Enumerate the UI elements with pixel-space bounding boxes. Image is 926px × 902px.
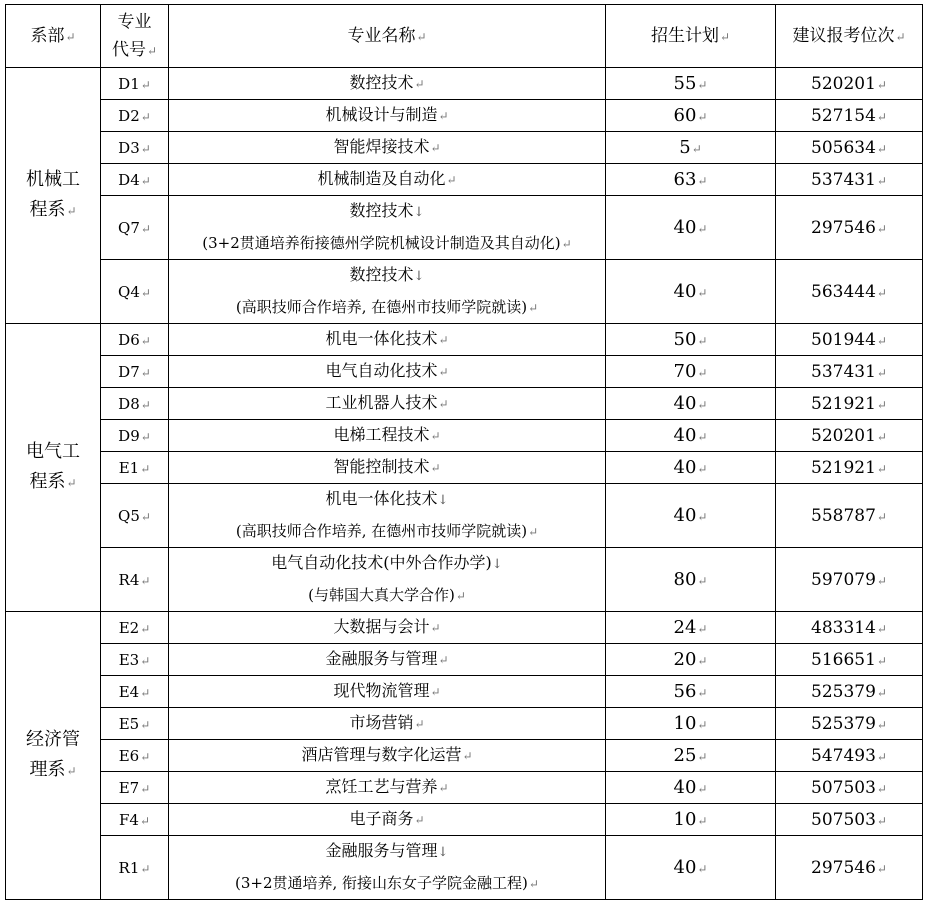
suggested-rank: 525379 xyxy=(811,681,876,702)
program-name-cell: 数控技术↵ xyxy=(169,68,606,100)
program-code-cell: E4↵ xyxy=(101,676,169,708)
table-row xyxy=(6,612,923,644)
suggested-rank: 483314 xyxy=(811,617,876,638)
table-row xyxy=(6,452,923,484)
program-code-cell: D2↵ xyxy=(101,100,169,132)
program-code: Q5 xyxy=(118,506,140,525)
program-name-cell: 市场营销↵ xyxy=(169,708,606,740)
program-code: E1 xyxy=(118,458,140,477)
program-code: D6 xyxy=(118,330,140,349)
suggested-rank: 597079 xyxy=(811,569,876,590)
program-code: D2 xyxy=(118,106,140,125)
program-code: E4 xyxy=(118,682,140,701)
program-name: 机械制造及自动化 xyxy=(317,169,446,188)
program-name-cell: 工业机器人技术↵ xyxy=(169,388,606,420)
program-code-cell: D8↵ xyxy=(101,388,169,420)
suggested-rank-cell: 297546↵ xyxy=(776,196,923,260)
suggested-rank-cell: 558787↵ xyxy=(776,484,923,548)
program-code-cell: Q7↵ xyxy=(101,196,169,260)
suggested-rank: 521921 xyxy=(811,457,876,478)
program-name-cell: 电子商务↵ xyxy=(169,804,606,836)
enrollment-plan-cell: 40↵ xyxy=(606,420,776,452)
program-note: (3+2贯通培养, 衔接山东女子学院金融工程) xyxy=(235,874,528,892)
enrollment-plan-cell: 10↵ xyxy=(606,708,776,740)
program-code-cell: D4↵ xyxy=(101,164,169,196)
table-body xyxy=(6,68,923,900)
enrollment-plan-cell: 24↵ xyxy=(606,612,776,644)
table-row xyxy=(6,388,923,420)
program-code: D4 xyxy=(118,170,140,189)
table-row xyxy=(6,484,923,548)
enrollment-plan-cell: 60↵ xyxy=(606,100,776,132)
program-code: E3 xyxy=(118,650,140,669)
program-code-cell: D1↵ xyxy=(101,68,169,100)
enrollment-plan-cell: 40↵ xyxy=(606,260,776,324)
suggested-rank-cell: 563444↵ xyxy=(776,260,923,324)
program-name: 电子商务 xyxy=(349,809,414,828)
suggested-rank: 507503 xyxy=(811,809,876,830)
enrollment-plan-cell: 40↵ xyxy=(606,836,776,900)
program-code-cell: E2↵ xyxy=(101,612,169,644)
table-row xyxy=(6,324,923,356)
suggested-rank-cell: 507503↵ xyxy=(776,772,923,804)
suggested-rank: 563444 xyxy=(811,281,876,302)
program-name: 金融服务与管理 xyxy=(325,649,438,668)
program-code: E6 xyxy=(118,746,140,765)
program-name-cell: 数控技术↓ (3+2贯通培养衔接德州学院机械设计制造及其自动化)↵ xyxy=(169,196,606,260)
program-code-cell: D3↵ xyxy=(101,132,169,164)
suggested-rank: 527154 xyxy=(811,105,876,126)
enrollment-plan-cell: 56↵ xyxy=(606,676,776,708)
enrollment-plan: 40 xyxy=(673,505,697,526)
program-code: Q4 xyxy=(118,282,140,301)
department-name-line2: 理系 xyxy=(29,759,66,780)
table-row xyxy=(6,772,923,804)
department-name-line1: 经济管 xyxy=(26,729,80,750)
enrollment-plan: 40 xyxy=(673,857,697,878)
program-code-cell: D7↵ xyxy=(101,356,169,388)
enrollment-plan-cell: 63↵ xyxy=(606,164,776,196)
program-name-cell: 大数据与会计↵ xyxy=(169,612,606,644)
program-code-cell: R1↵ xyxy=(101,836,169,900)
program-code: F4 xyxy=(118,810,139,829)
program-code: D9 xyxy=(118,426,140,445)
program-code-cell: E7↵ xyxy=(101,772,169,804)
program-name-cell: 电气自动化技术↵ xyxy=(169,356,606,388)
program-name: 工业机器人技术 xyxy=(325,393,438,412)
program-code: E7 xyxy=(118,778,140,797)
program-code: D1 xyxy=(118,74,140,93)
table-row xyxy=(6,132,923,164)
table-row xyxy=(6,708,923,740)
program-name: 机电一体化技术 xyxy=(325,489,438,508)
program-name: 现代物流管理 xyxy=(333,681,430,700)
enrollment-plan-cell: 55↵ xyxy=(606,68,776,100)
program-name: 数控技术 xyxy=(349,265,414,284)
enrollment-plan: 10 xyxy=(673,713,697,734)
program-name-cell: 数控技术↓ (高职技师合作培养, 在德州市技师学院就读)↵ xyxy=(169,260,606,324)
enrollment-plan: 70 xyxy=(673,361,697,382)
enrollment-plan: 40 xyxy=(673,777,697,798)
suggested-rank: 516651 xyxy=(811,649,876,670)
enrollment-plan-cell: 40↵ xyxy=(606,772,776,804)
program-name: 电气自动化技术 xyxy=(325,361,438,380)
table-row xyxy=(6,260,923,324)
suggested-rank-cell: 507503↵ xyxy=(776,804,923,836)
program-name-cell: 酒店管理与数字化运营↵ xyxy=(169,740,606,772)
program-name: 烹饪工艺与营养 xyxy=(325,777,438,796)
enrollment-plan: 40 xyxy=(673,457,697,478)
program-code: R4 xyxy=(118,570,140,589)
program-note: (3+2贯通培养衔接德州学院机械设计制造及其自动化) xyxy=(202,234,561,252)
department-name-line2: 程系 xyxy=(29,199,66,220)
suggested-rank-cell: 521921↵ xyxy=(776,452,923,484)
program-name: 金融服务与管理 xyxy=(325,841,438,860)
header-rank: 建议报考位次↵ xyxy=(776,5,923,68)
suggested-rank: 537431 xyxy=(811,361,876,382)
program-code-cell: E5↵ xyxy=(101,708,169,740)
enrollment-plan: 40 xyxy=(673,217,697,238)
table-row xyxy=(6,420,923,452)
enrollment-plan: 10 xyxy=(673,809,697,830)
table-row xyxy=(6,356,923,388)
enrollment-plan-cell: 40↵ xyxy=(606,452,776,484)
program-code-cell: R4↵ xyxy=(101,548,169,612)
enrollment-plan-cell: 20↵ xyxy=(606,644,776,676)
suggested-rank-cell: 547493↵ xyxy=(776,740,923,772)
suggested-rank-cell: 520201↵ xyxy=(776,420,923,452)
suggested-rank-cell: 501944↵ xyxy=(776,324,923,356)
enrollment-plan-cell: 5↵ xyxy=(606,132,776,164)
enrollment-plan: 56 xyxy=(673,681,697,702)
enrollment-plan-cell: 50↵ xyxy=(606,324,776,356)
program-code: D3 xyxy=(118,138,140,157)
program-code-cell: E3↵ xyxy=(101,644,169,676)
program-name: 大数据与会计 xyxy=(333,617,430,636)
program-name-cell: 智能焊接技术↵ xyxy=(169,132,606,164)
suggested-rank: 520201 xyxy=(811,73,876,94)
suggested-rank-cell: 483314↵ xyxy=(776,612,923,644)
suggested-rank-cell: 525379↵ xyxy=(776,676,923,708)
suggested-rank-cell: 521921↵ xyxy=(776,388,923,420)
department-name-line1: 机械工 xyxy=(26,169,80,190)
program-name-cell: 机电一体化技术↵ xyxy=(169,324,606,356)
department-name-line2: 程系 xyxy=(29,471,66,492)
program-name-cell: 电气自动化技术(中外合作办学)↓ (与韩国大真大学合作)↵ xyxy=(169,548,606,612)
suggested-rank-cell: 516651↵ xyxy=(776,644,923,676)
program-note: (高职技师合作培养, 在德州市技师学院就读) xyxy=(235,522,528,540)
enrollment-plan-cell: 25↵ xyxy=(606,740,776,772)
header-dept: 系部↵ xyxy=(6,5,101,68)
enrollment-plan: 40 xyxy=(673,393,697,414)
program-name: 智能控制技术 xyxy=(333,457,430,476)
program-code: E5 xyxy=(118,714,140,733)
department-cell: 经济管 理系↵ xyxy=(6,612,101,900)
program-code: E2 xyxy=(118,618,140,637)
suggested-rank-cell: 297546↵ xyxy=(776,836,923,900)
table-row xyxy=(6,804,923,836)
program-name-cell: 金融服务与管理↵ xyxy=(169,644,606,676)
department-cell: 电气工 程系↵ xyxy=(6,324,101,612)
table-row xyxy=(6,68,923,100)
program-code: D8 xyxy=(118,394,140,413)
program-name: 机电一体化技术 xyxy=(325,329,438,348)
program-code-cell: E1↵ xyxy=(101,452,169,484)
table-row xyxy=(6,836,923,900)
suggested-rank: 525379 xyxy=(811,713,876,734)
program-code: Q7 xyxy=(118,218,140,237)
suggested-rank-cell: 537431↵ xyxy=(776,164,923,196)
program-code: D7 xyxy=(118,362,140,381)
suggested-rank-cell: 525379↵ xyxy=(776,708,923,740)
department-name-line1: 电气工 xyxy=(26,441,80,462)
admissions-table xyxy=(5,4,923,900)
suggested-rank: 297546 xyxy=(811,217,876,238)
suggested-rank: 537431 xyxy=(811,169,876,190)
enrollment-plan: 25 xyxy=(673,745,697,766)
department-cell: 机械工 程系↵ xyxy=(6,68,101,324)
suggested-rank-cell: 520201↵ xyxy=(776,68,923,100)
enrollment-plan-cell: 40↵ xyxy=(606,388,776,420)
program-name-cell: 金融服务与管理↓ (3+2贯通培养, 衔接山东女子学院金融工程)↵ xyxy=(169,836,606,900)
enrollment-plan: 40 xyxy=(673,425,697,446)
suggested-rank-cell: 597079↵ xyxy=(776,548,923,612)
suggested-rank-cell: 505634↵ xyxy=(776,132,923,164)
program-code-cell: Q5↵ xyxy=(101,484,169,548)
enrollment-plan-cell: 40↵ xyxy=(606,196,776,260)
suggested-rank: 297546 xyxy=(811,857,876,878)
program-name: 机械设计与制造 xyxy=(325,105,438,124)
program-name-cell: 机械设计与制造↵ xyxy=(169,100,606,132)
program-note: (高职技师合作培养, 在德州市技师学院就读) xyxy=(235,298,528,316)
enrollment-plan-cell: 10↵ xyxy=(606,804,776,836)
program-name-cell: 烹饪工艺与营养↵ xyxy=(169,772,606,804)
suggested-rank: 507503 xyxy=(811,777,876,798)
program-code-cell: E6↵ xyxy=(101,740,169,772)
program-name: 酒店管理与数字化运营 xyxy=(301,745,462,764)
program-name-cell: 机电一体化技术↓ (高职技师合作培养, 在德州市技师学院就读)↵ xyxy=(169,484,606,548)
table-row xyxy=(6,676,923,708)
table-row xyxy=(6,196,923,260)
program-code-cell: D9↵ xyxy=(101,420,169,452)
program-name: 电气自动化技术(中外合作办学) xyxy=(271,553,492,572)
header-name: 专业名称↵ xyxy=(169,5,606,68)
enrollment-plan-cell: 80↵ xyxy=(606,548,776,612)
program-name: 数控技术 xyxy=(349,73,414,92)
program-code-cell: Q4↵ xyxy=(101,260,169,324)
enrollment-plan: 40 xyxy=(673,281,697,302)
suggested-rank: 505634 xyxy=(811,137,876,158)
enrollment-plan: 50 xyxy=(673,329,697,350)
suggested-rank: 521921 xyxy=(811,393,876,414)
suggested-rank-cell: 537431↵ xyxy=(776,356,923,388)
program-name: 电梯工程技术 xyxy=(333,425,430,444)
suggested-rank: 558787 xyxy=(811,505,876,526)
program-name: 市场营销 xyxy=(349,713,414,732)
program-note: (与韩国大真大学合作) xyxy=(308,586,455,604)
suggested-rank: 501944 xyxy=(811,329,876,350)
enrollment-plan: 60 xyxy=(673,105,697,126)
table-row xyxy=(6,164,923,196)
table-row xyxy=(6,644,923,676)
table-row xyxy=(6,740,923,772)
program-name-cell: 现代物流管理↵ xyxy=(169,676,606,708)
header-row xyxy=(6,5,923,68)
enrollment-plan: 80 xyxy=(673,569,697,590)
program-code-cell: D6↵ xyxy=(101,324,169,356)
program-code: R1 xyxy=(118,858,140,877)
enrollment-plan-cell: 40↵ xyxy=(606,484,776,548)
enrollment-plan: 55 xyxy=(673,73,697,94)
enrollment-plan: 24 xyxy=(673,617,697,638)
enrollment-plan: 5 xyxy=(679,137,691,158)
suggested-rank: 520201 xyxy=(811,425,876,446)
header-code: 专业 代号↵ xyxy=(101,5,169,68)
suggested-rank-cell: 527154↵ xyxy=(776,100,923,132)
suggested-rank: 547493 xyxy=(811,745,876,766)
program-code-cell: F4↵ xyxy=(101,804,169,836)
program-name: 数控技术 xyxy=(349,201,414,220)
program-name-cell: 智能控制技术↵ xyxy=(169,452,606,484)
header-plan: 招生计划↵ xyxy=(606,5,776,68)
enrollment-plan-cell: 70↵ xyxy=(606,356,776,388)
program-name-cell: 机械制造及自动化↵ xyxy=(169,164,606,196)
program-name-cell: 电梯工程技术↵ xyxy=(169,420,606,452)
enrollment-plan: 63 xyxy=(673,169,697,190)
enrollment-plan: 20 xyxy=(673,649,697,670)
table-row xyxy=(6,548,923,612)
program-name: 智能焊接技术 xyxy=(333,137,430,156)
table-row xyxy=(6,100,923,132)
